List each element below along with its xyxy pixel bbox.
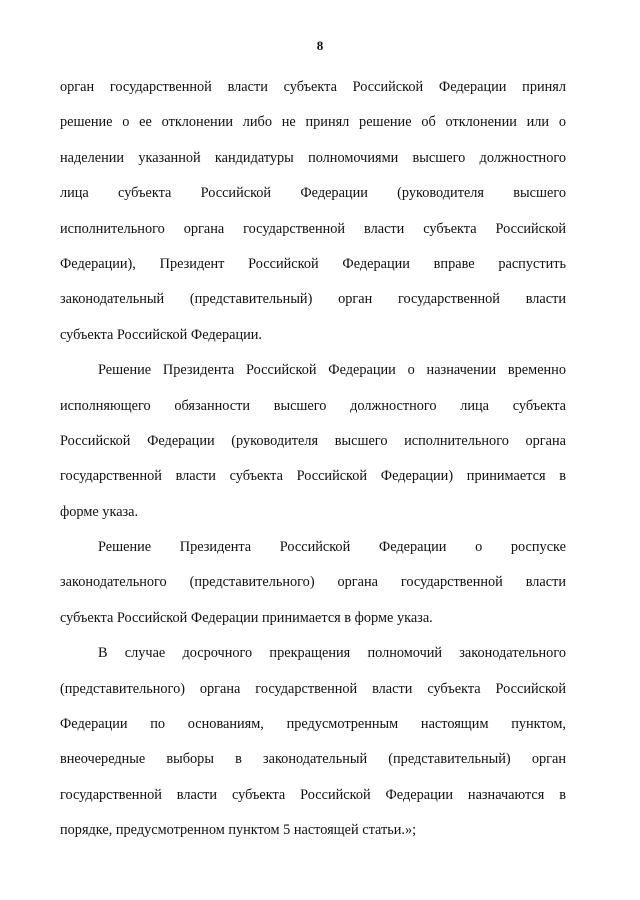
text-line: Решение Президента Российской Федерации о роспуске bbox=[98, 539, 566, 556]
text-line: Решение Президента Российской Федерации о назначении временно bbox=[98, 362, 566, 379]
text-line: порядке, предусмотренном пунктом 5 настоящей статьи.»; bbox=[60, 822, 417, 839]
text-line: законодательный (представительный) орган государственной власти bbox=[60, 291, 566, 308]
text-line: Федерации по основаниям, предусмотренным настоящим пунктом, bbox=[60, 716, 566, 733]
body-text bbox=[60, 70, 566, 849]
text-line: государственной власти субъекта Российской Федерации назначаются в bbox=[60, 786, 566, 803]
text-line: законодательного (представительного) органа государственной власти bbox=[60, 574, 566, 591]
text-line: (представительного) органа государственной власти субъекта Российской bbox=[60, 680, 566, 697]
text-line: исполнительного органа государственной власти субъекта Российской bbox=[60, 220, 566, 237]
text-line: государственной власти субъекта Российской Федерации) принимается в bbox=[60, 468, 566, 485]
text-line: внеочередные выборы в законодательный (представительный) орган bbox=[60, 751, 566, 768]
text-line: наделении указанной кандидатуры полномочиями высшего должностного bbox=[60, 149, 566, 166]
text-line: субъекта Российской Федерации принимается в форме указа. bbox=[60, 609, 433, 626]
text-line: Российской Федерации (руководителя высшего исполнительного органа bbox=[60, 432, 566, 449]
page-number: 8 bbox=[316, 38, 324, 53]
text-line: субъекта Российской Федерации. bbox=[60, 326, 262, 343]
text-line: В случае досрочного прекращения полномочий законодательного bbox=[98, 645, 566, 662]
text-line: Федерации), Президент Российской Федерации вправе распустить bbox=[60, 255, 566, 272]
text-line: форме указа. bbox=[60, 503, 139, 520]
text-line: лица субъекта Российской Федерации (руководителя высшего bbox=[60, 185, 566, 202]
text-line: орган государственной власти субъекта Российской Федерации принял bbox=[60, 79, 566, 95]
text-line: исполняющего обязанности высшего должностного лица субъекта bbox=[60, 397, 566, 414]
text-line: решение о ее отклонении либо не принял решение об отклонении или о bbox=[60, 114, 566, 131]
